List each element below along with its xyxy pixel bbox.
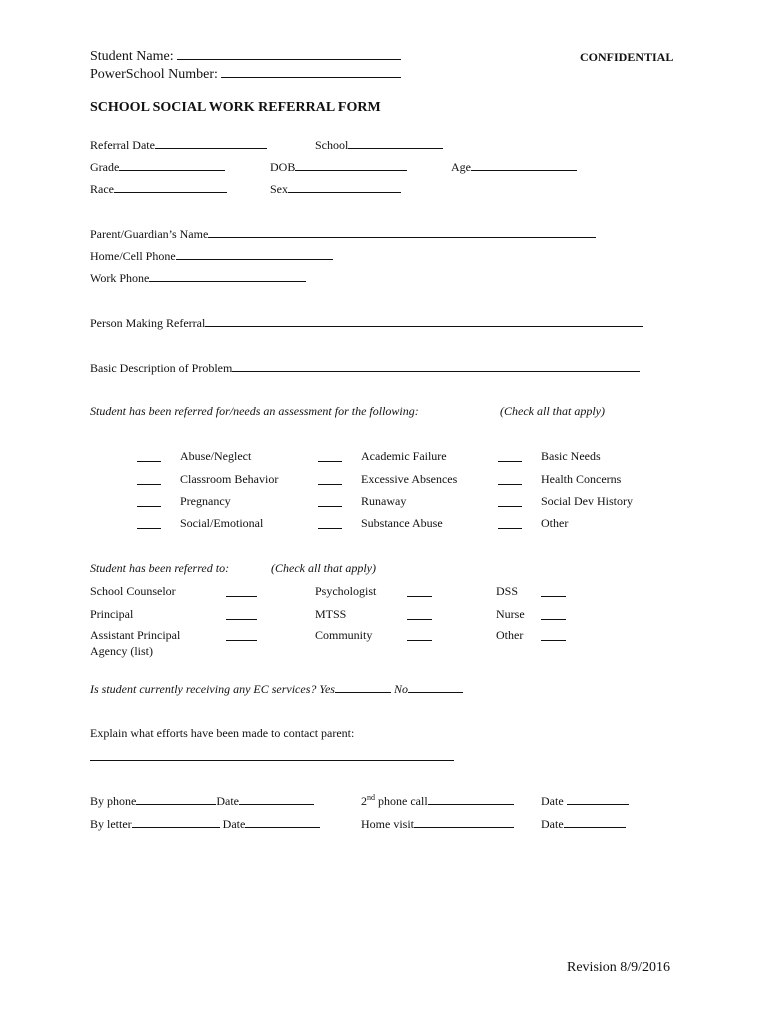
form-title: SCHOOL SOCIAL WORK REFERRAL FORM (90, 100, 381, 115)
check-blank[interactable] (137, 473, 161, 488)
check-blank[interactable] (541, 629, 566, 644)
by-letter-field[interactable] (132, 816, 220, 828)
person-referral-row: Person Making Referral (90, 315, 643, 330)
check-label: Other (541, 516, 569, 530)
second-call-date-field[interactable] (567, 793, 629, 805)
grade-field[interactable] (119, 159, 225, 171)
confidential-label: CONFIDENTIAL (580, 50, 674, 64)
referral-label: MTSS (315, 607, 347, 621)
by-phone-date-field[interactable] (239, 793, 314, 805)
referral-label: Other (496, 628, 524, 642)
check-label: Runaway (361, 494, 407, 508)
check-label: Substance Abuse (361, 516, 443, 530)
contact-explain-line[interactable] (90, 760, 454, 761)
check-blank[interactable] (318, 495, 342, 510)
by-letter-row: By letter Date (90, 816, 320, 831)
contact-explain: Explain what efforts have been made to contact parent: (90, 726, 355, 740)
work-phone-row: Work Phone (90, 270, 306, 285)
check-label: Pregnancy (180, 494, 231, 508)
check-blank[interactable] (541, 608, 566, 623)
basic-description-field[interactable] (232, 360, 640, 372)
school-row: School (315, 137, 443, 152)
check-blank[interactable] (226, 585, 257, 600)
check-label: Social/Emotional (180, 516, 264, 530)
check-blank[interactable] (498, 450, 522, 465)
check-blank[interactable] (226, 608, 257, 623)
grade-row: Grade (90, 159, 225, 174)
dob-row: DOB (270, 159, 407, 174)
check-blank[interactable] (498, 495, 522, 510)
check-label: Abuse/Neglect (180, 449, 252, 463)
parent-name-field[interactable] (208, 226, 596, 238)
sex-row: Sex (270, 181, 401, 196)
referral-label: Assistant Principal (90, 628, 181, 642)
student-name-field[interactable] (177, 48, 401, 60)
home-phone-row: Home/Cell Phone (90, 248, 333, 263)
check-label: Health Concerns (541, 472, 622, 486)
student-name-label: Student Name: (90, 48, 401, 65)
check-blank[interactable] (137, 517, 161, 532)
home-visit-row: Home visit (361, 816, 514, 831)
home-visit-date-row: Date (541, 816, 626, 831)
referral-label: School Counselor (90, 584, 176, 598)
check-blank[interactable] (541, 585, 566, 600)
assessment-check-note: (Check all that apply) (500, 404, 605, 418)
ec-question-row: Is student currently receiving any EC services? Yes No (90, 681, 463, 696)
check-label: Excessive Absences (361, 472, 458, 486)
referred-to-check-note: (Check all that apply) (271, 561, 376, 575)
referral-label: DSS (496, 584, 519, 598)
referral-date-row: Referral Date (90, 137, 267, 152)
check-blank[interactable] (498, 473, 522, 488)
ec-no-field[interactable] (408, 681, 463, 693)
home-visit-date-field[interactable] (564, 816, 626, 828)
check-blank[interactable] (137, 495, 161, 510)
check-label: Social Dev History (541, 494, 633, 508)
powerschool-field[interactable] (221, 66, 401, 78)
check-blank[interactable] (226, 629, 257, 644)
revision-label: Revision 8/9/2016 (567, 960, 671, 975)
referral-label: Nurse (496, 607, 525, 621)
parent-name-row: Parent/Guardian’s Name (90, 226, 596, 241)
age-field[interactable] (471, 159, 577, 171)
check-blank[interactable] (407, 608, 432, 623)
check-blank[interactable] (318, 517, 342, 532)
check-blank[interactable] (137, 450, 161, 465)
home-phone-field[interactable] (176, 248, 333, 260)
check-label: Basic Needs (541, 449, 601, 463)
person-referral-field[interactable] (205, 315, 643, 327)
ec-yes-field[interactable] (335, 681, 391, 693)
check-blank[interactable] (318, 473, 342, 488)
work-phone-field[interactable] (149, 270, 306, 282)
basic-description-row: Basic Description of Problem (90, 360, 640, 375)
by-letter-date-field[interactable] (245, 816, 320, 828)
second-call-row: 2nd phone call (361, 793, 514, 808)
check-blank[interactable] (318, 450, 342, 465)
check-label: Academic Failure (361, 449, 447, 463)
assessment-prompt: Student has been referred for/needs an assessment for the following: (90, 404, 419, 418)
age-row: Age (451, 159, 577, 174)
referral-label: Psychologist (315, 584, 377, 598)
agency-label: Agency (list) (90, 644, 153, 658)
second-call-date-row: Date (541, 793, 629, 808)
by-phone-field[interactable] (136, 793, 216, 805)
check-blank[interactable] (498, 517, 522, 532)
second-call-field[interactable] (428, 793, 514, 805)
sex-field[interactable] (288, 181, 401, 193)
powerschool-label: PowerSchool Number: (90, 66, 401, 83)
by-phone-row: By phone Date (90, 793, 314, 808)
race-row: Race (90, 181, 227, 196)
dob-field[interactable] (295, 159, 407, 171)
school-field[interactable] (348, 137, 443, 149)
referred-to-prompt: Student has been referred to: (90, 561, 230, 575)
home-visit-field[interactable] (414, 816, 514, 828)
referral-label: Community (315, 628, 373, 642)
check-label: Classroom Behavior (180, 472, 279, 486)
check-blank[interactable] (407, 629, 432, 644)
referral-label: Principal (90, 607, 134, 621)
referral-date-field[interactable] (155, 137, 267, 149)
check-blank[interactable] (407, 585, 432, 600)
race-field[interactable] (114, 181, 227, 193)
